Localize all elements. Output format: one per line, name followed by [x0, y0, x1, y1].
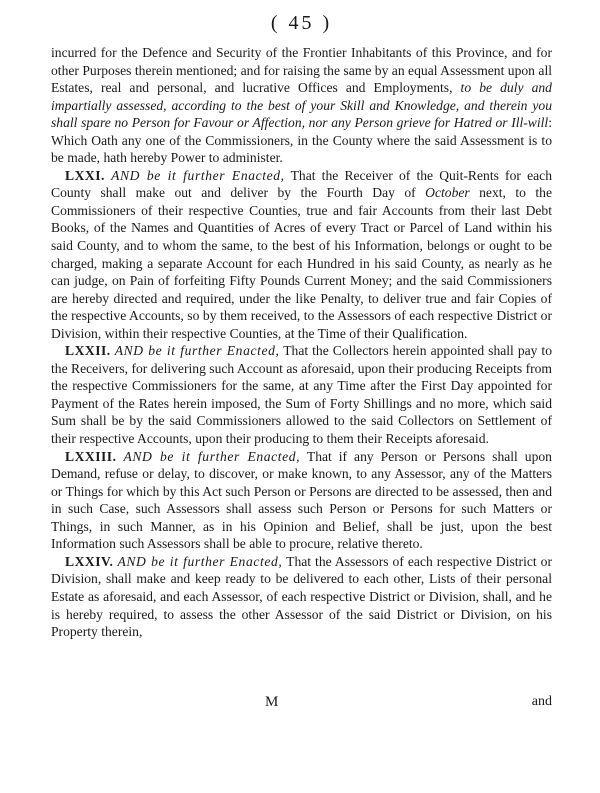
signature-mark: M [265, 694, 280, 710]
text-run: That the Receiver of the Quit-Rents for each County shall make out and deliver by the Fourth Day of [51, 167, 552, 201]
section-number: LXXII. [65, 343, 111, 359]
enacting-clause: AND be it further Enacted, [123, 448, 301, 464]
section-number: LXXI. [65, 167, 105, 183]
enacting-clause: AND be it further Enacted, [117, 553, 283, 569]
month-italic: October [425, 185, 470, 201]
section-number: LXXIII. [65, 448, 117, 464]
page-number: ( 45 ) [270, 12, 333, 34]
page-footer [51, 694, 552, 712]
section-lxxi [51, 167, 552, 342]
section-lxxiii [51, 448, 552, 553]
text-run: next, to the Commissioners of their respective Counties, true and fair Accounts from their last Debt Books, of the Names and Quantities of Acres of every Tract or Parcel of Land within his said County, and to whom the same, to the best of his Information, belongs or ought to be charged, making a separate Account for each Hundred in his said County, as nearly as he can judge, on Pain of forfeiting Fifty Pounds Current Money; and the said Commissioners are hereby directed and required, under the like Penalty, to deliver true and fair Copies of the respective Accounts, so by them received, to the Assessors of each respective District or Division, within their respective Counties, at the Time of their Qualification. [51, 185, 552, 341]
text-run: That if any Person or Persons shall upon Demand, refuse or delay, to discover, or make known, to any Assessor, any of the Matters or Things for which by this Act such Person or Persons are directed to be assessed, then and in such Case, such Assessors shall assess such Person or Persons for such Matters or Things, in such Manner, as in his Opinion and Belief, shall be just, upon the best Information such Assessors shall be able to procure, relative thereto. [51, 448, 552, 552]
catchword: and [531, 694, 552, 709]
section-lxxii [51, 342, 552, 447]
paragraph-continuation [51, 44, 552, 167]
body-text [51, 44, 552, 641]
section-lxxiv [51, 553, 552, 641]
text-run: That the Assessors of each respective District or Division, shall make and keep ready to be delivered to each other, Lists of their personal Estate as aforesaid, and each Assessor, of each respective District or Division, shall, and he is hereby required, to assess the other Assessor of the said District or Division, on his Property therein, [51, 553, 552, 640]
oath-text-italic: to be duly and impartially assessed, according to the best of your Skill and Knowledge, and therein you shall spare no Person for Favour or Affection, nor any Person grieve for Hatred or Ill-will [51, 80, 552, 131]
text-run: incurred for the Defence and Security of the Frontier Inhabitants of this Province, and for other Purposes therein mentioned; and for raising the same by an equal Assessment upon all Estates, real and personal, and lucrative Offices and Employments, [51, 45, 552, 96]
enacting-clause: AND be it further Enacted, [114, 343, 280, 359]
enacting-clause: AND be it further Enacted, [111, 167, 285, 183]
section-number: LXXIV. [65, 553, 114, 569]
text-run: That the Collectors herein appointed shall pay to the Receivers, for delivering such Account as aforesaid, upon their producing Receipts from the respective Commissioners for the same, at any Time after the First Day appointed for Payment of the Rates herein imposed, the Sum of Forty Shillings and no more, which said Sum shall be by the said Commissioners allowed to the said Collectors on Settlement of their respective Accounts, upon their producing to them their Receipts aforesaid. [51, 343, 553, 447]
text-run: : Which Oath any one of the Commissioners, in the County where the said Assessment is to be made, hath hereby Power to administer. [51, 115, 552, 166]
